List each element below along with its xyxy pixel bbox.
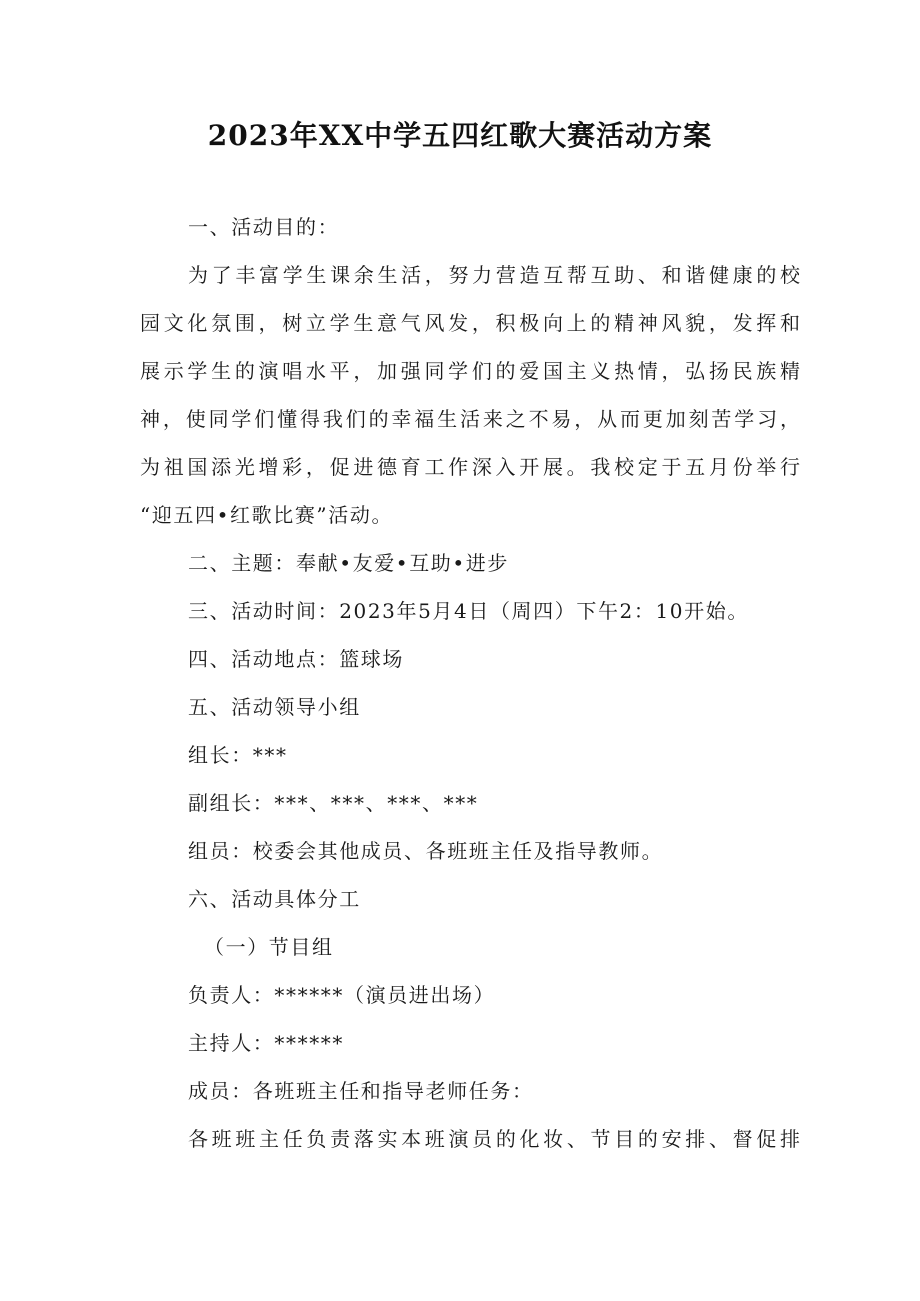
purpose-line-1: 为了丰富学生课余生活，努力营造互帮互助、和谐健康的校 [188,263,800,287]
location-line: 四、活动地点：篮球场 [188,647,404,671]
section-6-heading: 六、活动具体分工 [188,887,361,911]
members-line: 组员：校委会其他成员、各班班主任及指导教师。 [188,839,664,863]
purpose-line-4: 神，使同学们懂得我们的幸福生活来之不易，从而更加刻苦学习， [140,407,800,431]
purpose-line-5: 为祖国添光增彩，促进德育工作深入开展。我校定于五月份举行 [140,455,800,479]
crew-line: 成员：各班班主任和指导老师任务： [188,1079,534,1103]
section-1-heading: 一、活动目的： [188,215,340,239]
leader-line: 组长：*** [188,743,288,767]
host-line: 主持人：****** [188,1031,344,1055]
vice-leader-line: 副组长：***、***、***、*** [188,791,479,815]
responsible-line: 负责人：******（演员进出场） [188,983,496,1007]
purpose-line-3: 展示学生的演唱水平，加强同学们的爱国主义热情，弘扬民族精 [140,359,800,383]
subsection-1-heading: （一）节目组 [204,935,334,959]
document-title: 2023年XX中学五四红歌大赛活动方案 [207,119,713,152]
section-5-heading: 五、活动领导小组 [188,695,361,719]
task-line: 各班班主任负责落实本班演员的化妆、节目的安排、督促排 [188,1127,800,1151]
purpose-line-6: “迎五四•红歌比赛”活动。 [140,503,394,527]
time-line: 三、活动时间：2023年5月4日（周四）下午2：10开始。 [188,599,749,623]
purpose-line-2: 园文化氛围，树立学生意气风发，积极向上的精神风貌，发挥和 [140,311,800,335]
theme-line: 二、主题：奉献•友爱•互助•进步 [188,551,509,575]
